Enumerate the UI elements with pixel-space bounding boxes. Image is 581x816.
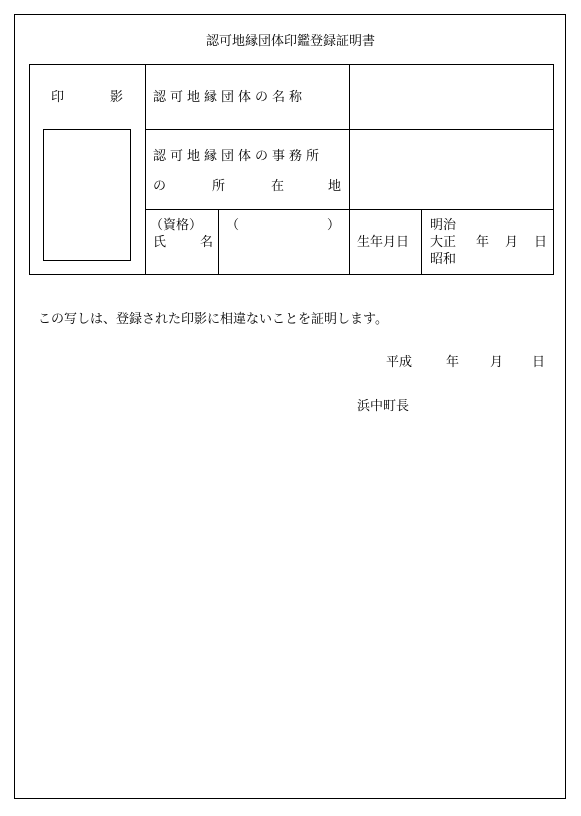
birth-year-unit: 年	[476, 235, 490, 250]
name-label-char: 名	[200, 235, 214, 250]
issue-year-unit: 年	[446, 355, 460, 370]
table-line	[29, 64, 30, 275]
seal-label-left: 印	[51, 90, 65, 105]
issue-month-unit: 月	[490, 355, 504, 370]
issue-date-era: 平成	[386, 355, 413, 370]
issuer-name: 浜中町長	[357, 399, 410, 414]
name-label-char: 氏	[153, 235, 167, 250]
seal-impression-box	[43, 129, 131, 261]
office-label-line2-char: の	[153, 179, 167, 194]
org-name-label: 認可地縁団体の名称	[153, 90, 307, 105]
paren-open: （	[226, 218, 240, 233]
office-label-line2-char: 地	[328, 179, 342, 194]
birth-day-unit: 日	[534, 235, 548, 250]
qualification-label: （資格）	[150, 218, 203, 233]
table-line	[29, 64, 554, 65]
era-taisho: 大正	[430, 235, 457, 250]
seal-label-right: 影	[110, 90, 124, 105]
table-line	[349, 64, 350, 275]
birth-month-unit: 月	[505, 235, 519, 250]
paren-close: ）	[327, 218, 341, 233]
table-line	[553, 64, 554, 275]
table-line	[29, 274, 554, 275]
birthdate-label: 生年月日	[357, 235, 410, 250]
era-showa: 昭和	[430, 252, 457, 267]
table-line	[218, 209, 219, 275]
table-line	[145, 64, 146, 275]
certification-text: この写しは、登録された印影に相違ないことを証明します。	[38, 312, 388, 327]
office-label-line2-char: 所	[212, 179, 226, 194]
office-label-line1: 認可地縁団体の事務所	[153, 149, 324, 164]
document-title: 認可地縁団体印鑑登録証明書	[205, 34, 375, 49]
office-label-line2-char: 在	[271, 179, 285, 194]
table-line	[421, 209, 422, 275]
era-meiji: 明治	[430, 218, 457, 233]
issue-day-unit: 日	[532, 355, 546, 370]
